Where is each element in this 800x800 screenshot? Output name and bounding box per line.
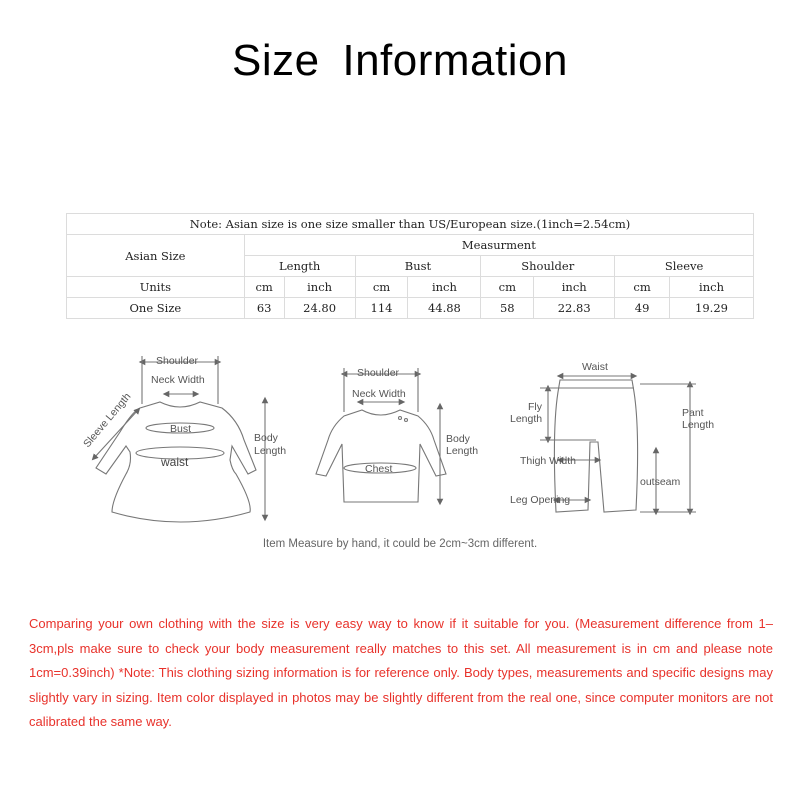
dress-bust-label: Bust — [170, 423, 192, 435]
measurement-diagrams — [0, 340, 800, 560]
pants-pant-label: Pant — [682, 407, 704, 419]
column-shoulder: Shoulder — [481, 256, 615, 277]
value-cell: 114 — [355, 298, 408, 319]
top-neck-width-label: Neck Width — [352, 388, 406, 400]
column-length: Length — [244, 256, 355, 277]
top-length-label: Length — [446, 445, 479, 457]
pants-diagram — [540, 376, 696, 512]
value-cell: 24.80 — [284, 298, 355, 319]
value-cell: 63 — [244, 298, 284, 319]
pants-thigh-width-label: Thigh Width — [520, 455, 577, 467]
table-note: Note: Asian size is one size smaller than US/European size.(1inch=2.54cm) — [67, 214, 754, 235]
sizing-note: Comparing your own clothing with the size is very easy way to know if it suitable for you. (Measurement difference from 1– 3cm,pls make sure to check your body measurement really matches to this set. All measurement is in cm and please note 1cm=0.39inch) *Note: This clothing sizing information is for reference only. Body types, measurements and specific designs may slightly vary in sizing. Item color displayed in photos may be slightly different from the real one, since computer monitors are not calibrated the same way. — [29, 616, 773, 729]
value-cell: 44.88 — [408, 298, 481, 319]
unit-cell: cm — [615, 277, 670, 298]
table-header-row — [67, 235, 754, 256]
dress-neck-width-label: Neck Width — [151, 374, 205, 386]
size-table — [66, 213, 754, 319]
top-shoulder-label: Shoulder — [357, 367, 400, 379]
table-row — [67, 298, 754, 319]
value-cell: 19.29 — [670, 298, 754, 319]
size-name: One Size — [67, 298, 245, 319]
value-cell: 49 — [615, 298, 670, 319]
unit-cell: inch — [534, 277, 615, 298]
unit-cell: inch — [670, 277, 754, 298]
dress-length-label: Length — [254, 445, 287, 457]
dress-body-label: Body — [254, 432, 278, 444]
column-sleeve: Sleeve — [615, 256, 754, 277]
unit-cell: cm — [481, 277, 534, 298]
dress-waist-label: waist — [161, 455, 189, 469]
dress-shoulder-label: Shoulder — [156, 355, 199, 367]
top-outline — [316, 410, 446, 502]
page-title: Size Information — [232, 36, 568, 85]
unit-cell: cm — [244, 277, 284, 298]
asian-size-header: Asian Size — [67, 235, 245, 277]
pants-fly-length-label: Length — [510, 413, 543, 425]
top-chest-label: Chest — [365, 463, 393, 475]
measurement-header: Measurment — [244, 235, 753, 256]
units-label: Units — [67, 277, 245, 298]
measure-caption: Item Measure by hand, it could be 2cm~3cm different. — [262, 538, 538, 550]
pants-outline — [554, 380, 637, 512]
value-cell: 58 — [481, 298, 534, 319]
unit-cell: inch — [408, 277, 481, 298]
pants-outseam-label: outseam — [640, 476, 681, 488]
pants-fly-label: Fly — [528, 401, 542, 413]
pants-waist-label: Waist — [582, 361, 608, 373]
value-cell: 22.83 — [534, 298, 615, 319]
table-note-row — [67, 214, 754, 235]
pants-pant-length-label: Length — [682, 419, 715, 431]
garment-diagrams-svg — [0, 340, 800, 540]
dress-sleeve-length-label: Sleeve Length — [81, 390, 134, 450]
column-bust: Bust — [355, 256, 481, 277]
top-body-label: Body — [446, 433, 470, 445]
unit-cell: inch — [284, 277, 355, 298]
unit-cell: cm — [355, 277, 408, 298]
pants-leg-opening-label: Leg Opening — [510, 494, 571, 506]
table-units-row — [67, 277, 754, 298]
